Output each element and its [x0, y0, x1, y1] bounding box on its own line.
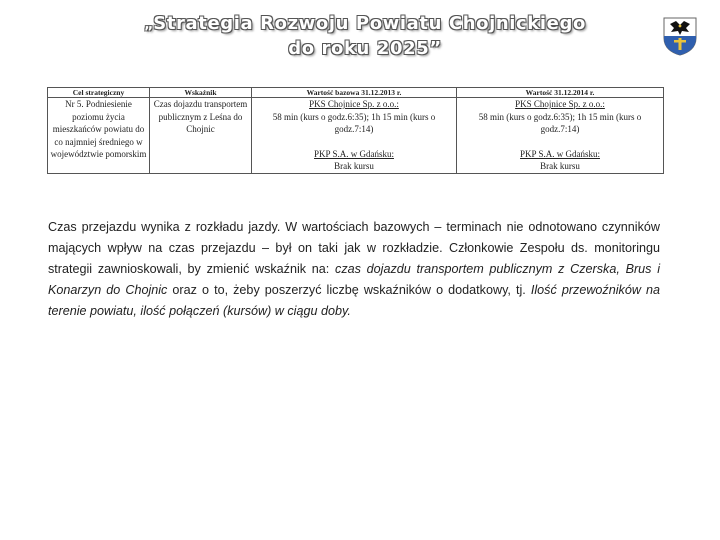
current-operator-1: PKS Chojnice Sp. z o.o.: [515, 99, 605, 109]
body-paragraph [48, 217, 660, 322]
page-title [140, 12, 590, 59]
current-value-2: Brak kursu [540, 161, 580, 171]
current-operator-2: PKP S.A. w Gdańsku: [520, 148, 600, 159]
base-operator-2: PKP S.A. w Gdańsku: [314, 148, 394, 159]
current-value-1: 58 min (kurs o godz.6:35); 1h 15 min (kurs o godz.7:14) [478, 111, 642, 134]
base-value-2: Brak kursu [334, 161, 374, 171]
header-indicator: Wskaźnik [150, 88, 252, 98]
table-header-row [48, 88, 664, 98]
cell-current-value [457, 98, 664, 174]
title-quote: „ [144, 17, 154, 33]
header-goal: Cel strategiczny [48, 88, 150, 98]
header-current-value: Wartość 31.12.2014 r. [457, 88, 664, 98]
cell-goal: Nr 5. Podniesienie poziomu życia mieszkańców powiatu do co najmniej średniego w województwie pomorskim [48, 98, 150, 174]
cell-base-value [252, 98, 457, 174]
indicator-table [47, 87, 664, 174]
base-operator-1: PKS Chojnice Sp. z o.o.: [309, 99, 399, 109]
para-emphasis-2: Ilość przewoźników na terenie powiatu, ilość połączeń (kursów) w ciągu doby. [48, 283, 660, 318]
base-value-1: 58 min (kurs o godz.6:35); 1h 15 min (kurs o godz.7:14) [272, 111, 436, 134]
para-text-1: Czas przejazdu wynika z rozkładu jazdy. W wartościach bazowych – terminach nie odnotowano czynników mających wpływ na czas przejazdu – był on taki jak w rozkładzie. Członkowie Zespołu ds. monitoringu strategii zawnioskowali, by zmienić wskaźnik na: [48, 220, 660, 276]
para-emphasis-1: czas dojazdu transportem publicznym z Czerska, Brus i Konarzyn do Chojnic [48, 262, 660, 297]
para-text-2: oraz o to, żeby poszerzyć liczbę wskaźników o dodatkowy, tj. [167, 283, 531, 297]
table-row [48, 98, 664, 174]
cell-indicator: Czas dojazdu transportem publicznym z Leśna do Chojnic [150, 98, 252, 174]
header-base-value: Wartość bazowa 31.12.2013 r. [252, 88, 457, 98]
coat-of-arms-icon [662, 16, 698, 56]
title-text: Strategia Rozwoju Powiatu Chojnickiego do roku 2025” [153, 13, 586, 59]
